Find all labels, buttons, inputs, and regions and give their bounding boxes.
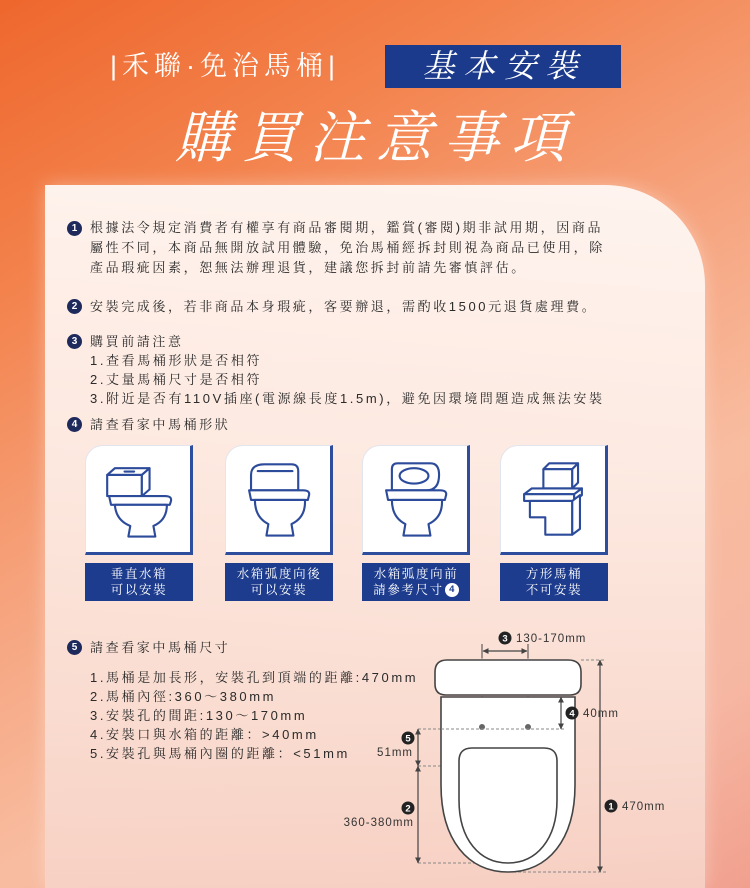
- size-item: 2.馬桶內徑:360～380mm: [90, 689, 277, 704]
- notice-text-line: 產品瑕疵因素，恕無法辦理退貨，建議您拆封前請先審慎評估。: [90, 260, 527, 275]
- dimension-number: 4: [569, 708, 575, 720]
- notice-text-line: 安裝完成後，若非商品本身瑕疵，客要辦退，需酌收1500元退貨處理費。: [90, 299, 598, 314]
- checklist-item: 3.附近是否有110V插座(電源線長度1.5m)，避免因環境問題造成無法安裝: [90, 391, 605, 406]
- notice-card: [45, 185, 705, 888]
- notice-item-2: [67, 297, 597, 316]
- square-toilet-icon: [501, 446, 605, 552]
- shape-name: 垂直水箱: [110, 567, 168, 581]
- dimension-number: 1: [608, 801, 614, 813]
- notice-title: 購買前請注意: [90, 334, 184, 349]
- notice-item-3: [67, 332, 605, 408]
- shape-card-square: [500, 445, 608, 555]
- notice-body: [90, 297, 597, 316]
- size-item: 3.安裝孔的間距:130～170mm: [90, 708, 308, 723]
- notice-body: [90, 332, 605, 408]
- dimension-label: 360-380mm: [343, 817, 414, 829]
- size-item: 1.馬桶是加長形，安裝孔到頂端的距離:470mm: [90, 670, 419, 685]
- notice-text-line: 根據法令規定消費者有權享有商品審閱期，鑑賞(審閱)期非試用期，因商品: [90, 220, 604, 235]
- shape-status: 可以安裝: [250, 583, 308, 597]
- number-badge-3: 3: [67, 334, 82, 349]
- shape-status-row: [362, 582, 470, 598]
- rear-curved-tank-toilet-icon: [226, 446, 330, 552]
- dimension-label: 51mm: [377, 747, 413, 759]
- dimension-inner-diameter: [344, 766, 418, 863]
- dimension-label: 40mm: [583, 708, 619, 720]
- page-title-text: 購買注意事項: [171, 106, 591, 169]
- section-badge-label: 基本安裝: [421, 48, 595, 84]
- dimension-number: 5: [405, 733, 411, 745]
- shape-card-vertical-tank: [85, 445, 193, 555]
- notice-title: 請查看家中馬桶尺寸: [90, 640, 231, 655]
- dimension-label: 470mm: [622, 801, 666, 813]
- shape-label-front-curved-tank: [362, 563, 470, 601]
- checklist-item: 1.查看馬桶形狀是否相符: [90, 353, 263, 368]
- shape-name: 水箱弧度向後: [236, 567, 322, 581]
- shape-status: 請參考尺寸: [373, 583, 444, 597]
- dimension-total-length: [600, 660, 665, 872]
- seat-inner-opening: [459, 748, 557, 863]
- dimension-number: 2: [405, 803, 411, 815]
- vertical-tank-toilet-icon: [86, 446, 190, 552]
- number-badge-4: 4: [67, 417, 82, 432]
- shape-label-rear-curved-tank: [225, 563, 333, 601]
- notice-item-1: [67, 218, 605, 278]
- number-badge-1: 1: [67, 221, 82, 236]
- notice-text-line: 屬性不同，本商品無開放試用體驗，免治馬桶經拆封則視為商品已使用，除: [90, 240, 605, 255]
- seat-hinge-cover: [435, 660, 581, 695]
- notice-body: [90, 218, 605, 278]
- front-curved-tank-toilet-icon: [363, 446, 467, 552]
- dimension-label: 130-170mm: [516, 633, 587, 645]
- size-item: 4.安裝口與水箱的距離：>40mm: [90, 727, 319, 742]
- toilet-seat-dimension-diagram: [330, 625, 680, 888]
- shape-status: 不可安裝: [525, 583, 583, 597]
- section-badge: [385, 45, 621, 88]
- shape-name: 水箱弧度向前: [373, 567, 459, 581]
- reference-number-badge: 4: [445, 583, 459, 597]
- brand-title: |禾聯·免治馬桶|: [110, 51, 341, 81]
- dimension-hole-to-inner-ring: [377, 729, 418, 766]
- shape-label-square: [500, 563, 608, 601]
- dimension-number: 3: [502, 633, 508, 645]
- number-badge-2: 2: [67, 299, 82, 314]
- page-title: [0, 100, 750, 176]
- dimension-hole-spacing: [482, 632, 586, 659]
- size-item: 5.安裝孔與馬桶內圈的距離：<51mm: [90, 746, 350, 761]
- shape-card-front-curved-tank: [362, 445, 470, 555]
- notice-body: [90, 415, 230, 434]
- shape-name: 方形馬桶: [525, 567, 583, 581]
- number-badge-5: 5: [67, 640, 82, 655]
- notice-item-4: [67, 415, 230, 434]
- shape-status: 可以安裝: [110, 583, 168, 597]
- notice-title: 請查看家中馬桶形狀: [90, 417, 231, 432]
- checklist-item: 2.丈量馬桶尺寸是否相符: [90, 372, 263, 387]
- shape-label-vertical-tank: [85, 563, 193, 601]
- shape-card-rear-curved-tank: [225, 445, 333, 555]
